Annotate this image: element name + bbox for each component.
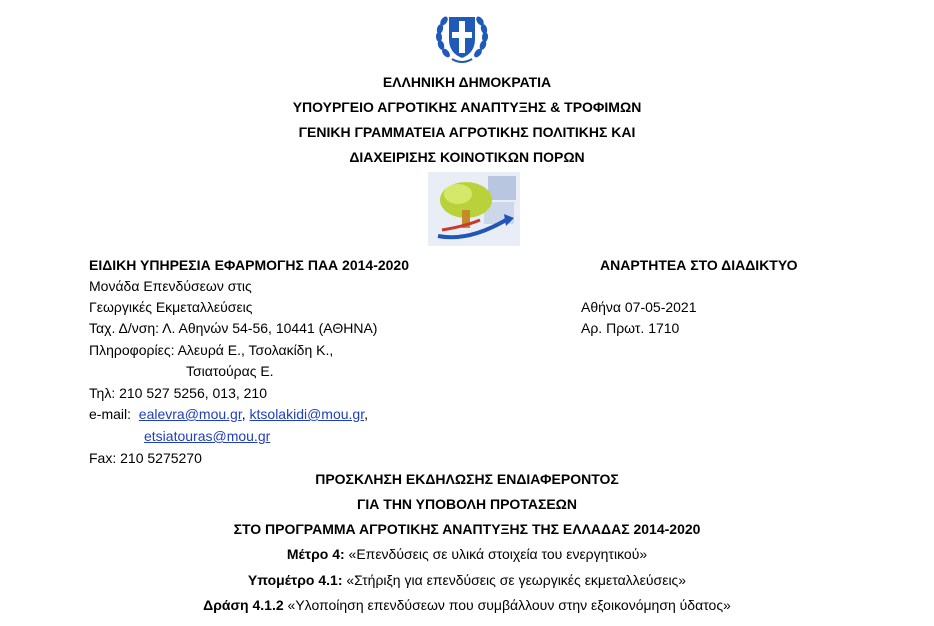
submeasure-label: Υπομέτρο 4.1: [247,572,343,588]
email-link-3[interactable]: etsiatouras@mou.gr [144,428,271,444]
title-line-3: ΣΤΟ ΠΡΟΓΡΑΜΜΑ ΑΓΡΟΤΙΚΗΣ ΑΝΑΠΤΥΞΗΣ ΤΗΣ ΕΛΛΑΔΑΣ 2014-2020 [233,521,701,537]
posting-note: ΑΝΑΡΤΗΤΕΑ ΣΤΟ ΔΙΑΔΙΚΤΥΟ [600,257,798,273]
email-link-1[interactable]: ealevra@mou.gr [138,406,242,422]
protocol-number: Αρ. Πρωτ. 1710 [581,320,680,336]
fax: Fax: 210 5275270 [89,450,202,466]
unit-line-1: Μονάδα Επενδύσεων στις [89,278,252,294]
service-name: ΕΙΔΙΚΗ ΥΠΗΡΕΣΙΑ ΕΦΑΡΜΟΓΗΣ ΠΑΑ 2014-2020 [89,257,410,273]
header-line-1: ΕΛΛΗΝΙΚΗ ΔΗΜΟΚΡΑΤΙΑ [382,74,552,90]
header-line-4: ΔΙΑΧΕΙΡΙΣΗΣ ΚΟΙΝΟΤΙΚΩΝ ΠΟΡΩΝ [349,149,585,165]
phone: Τηλ: 210 527 5256, 013, 210 [89,385,268,401]
measure-label: Μέτρο 4: [286,546,345,562]
email-row-2 [144,428,270,444]
action-label: Δράση 4.1.2 [203,597,284,613]
email-separator: , [364,406,368,422]
email-row [89,406,368,422]
submeasure-line [0,572,934,588]
address: Ταχ. Δ/νση: Λ. Αθηνών 54-56, 10441 (ΑΘΗΝΑ) [89,320,378,336]
program-logo-icon [428,172,520,246]
measure-text: «Επενδύσεις σε υλικά στοιχεία του ενεργητικού» [344,546,648,562]
header-line-2: ΥΠΟΥΡΓΕΙΟ ΑΓΡΟΤΙΚΗΣ ΑΝΑΠΤΥΞΗΣ & ΤΡΟΦΙΜΩΝ [292,99,642,115]
action-text: «Υλοποίηση επενδύσεων που συμβάλλουν στην εξοικονόμηση ύδατος» [283,597,731,613]
email-label: e-mail: [89,406,132,422]
info-line-1: Πληροφορίες: Αλευρά Ε., Τσολακίδη Κ., [89,342,334,358]
info-line-2: Τσιατούρας Ε. [186,363,274,379]
email-separator: , [241,406,246,422]
email-link-2[interactable]: ktsolakidi@mou.gr [249,406,365,422]
title-line-2: ΓΙΑ ΤΗΝ ΥΠΟΒΟΛΗ ΠΡΟΤΑΣΕΩΝ [356,496,578,512]
action-line [0,597,934,613]
unit-line-2: Γεωργικές Εκμεταλλεύσεις [89,299,253,315]
document-date: Αθήνα 07-05-2021 [581,299,697,315]
submeasure-text: «Στήριξη για επενδύσεις σε γεωργικές εκμεταλλεύσεις» [342,572,687,588]
greek-emblem-icon [432,7,492,67]
title-line-1: ΠΡΟΣΚΛΗΣΗ ΕΚΔΗΛΩΣΗΣ ΕΝΔΙΑΦΕΡΟΝΤΟΣ [315,471,619,487]
measure-line [0,546,934,562]
header-line-3: ΓΕΝΙΚΗ ΓΡΑΜΜΑΤΕΙΑ ΑΓΡΟΤΙΚΗΣ ΠΟΛΙΤΙΚΗΣ ΚΑΙ [298,124,636,140]
